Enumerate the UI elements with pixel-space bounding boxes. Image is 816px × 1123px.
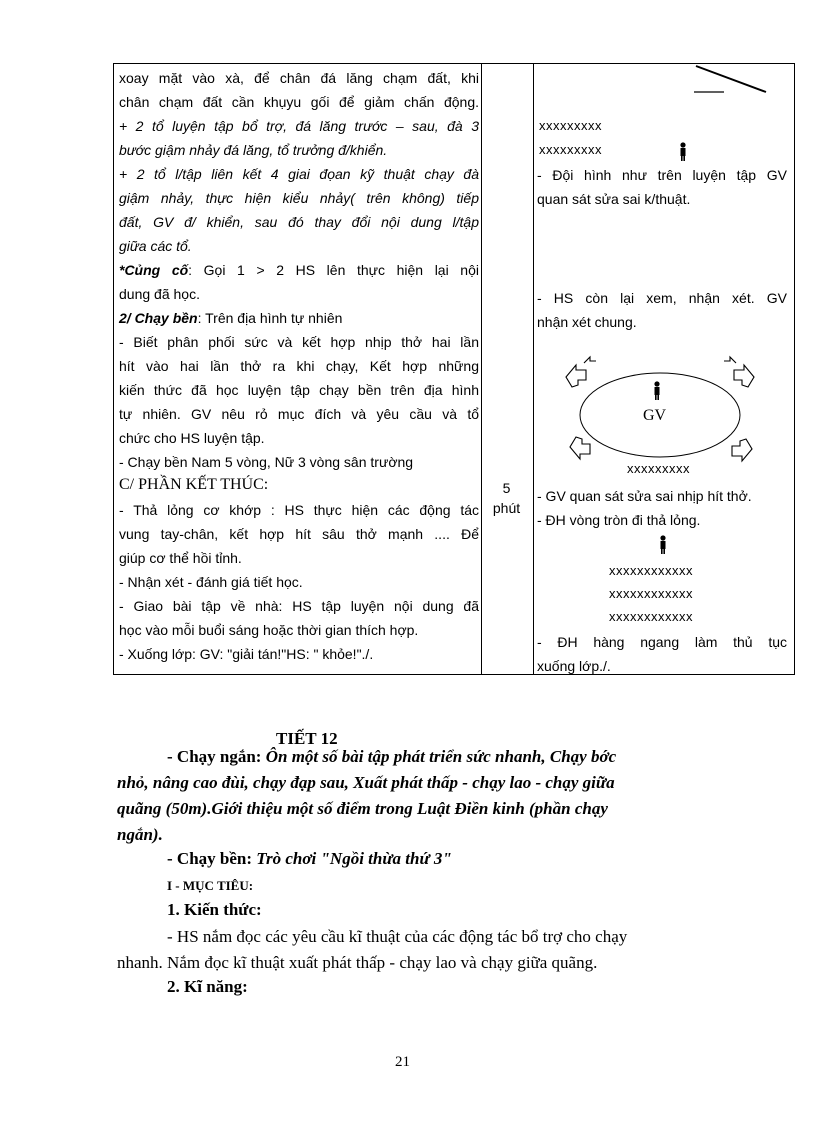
person-icon (654, 381, 659, 400)
text-line: nhận xét chung. (537, 314, 637, 330)
text-line: nhỏ, nâng cao đùi, chạy đạp sau, Xuất phát thấp - chạy lao - chạy giữa (117, 773, 615, 792)
endurance-label: - Chạy bền: (167, 849, 257, 868)
text-line: hít vào hai lần thở ra khi chạy, Kết hợp những (119, 358, 479, 374)
column-divider-2 (533, 64, 534, 674)
formation-row: xxxxxxxxx (539, 118, 602, 133)
text-line: - Biết phân phối sức và kết hợp nhịp thở hai lần (119, 334, 479, 350)
column-divider-1 (481, 64, 482, 674)
text-line: - HS nắm đọc các yêu cầu kĩ thuật của các động tác bổ trợ cho chạy (167, 927, 628, 946)
text-line: dung đã học. (119, 286, 200, 302)
text-line: - ĐH vòng tròn đi thả lỏng. (537, 512, 701, 528)
text-line: chức cho HS luyện tập. (119, 430, 265, 446)
skills-heading: 2. Kĩ năng: (167, 977, 248, 996)
endurance-text: : Trên địa hình tự nhiên (197, 310, 343, 326)
text-line: giúp cơ thể hồi tỉnh. (119, 550, 242, 566)
text-line: - Đội hình như trên luyện tập GV (537, 167, 787, 183)
text-line: - Xuống lớp: GV: "giải tán!"HS: " khỏe!"./. (119, 646, 374, 662)
text-line: - GV quan sát sửa sai nhịp hít thở. (537, 488, 752, 504)
text-line: quãng (50m).Giới thiệu một số điểm trong Luật Điền kinh (phần chạy (117, 799, 608, 818)
text-line: - Chạy bền Nam 5 vòng, Nữ 3 vòng sân trường (119, 454, 414, 470)
objectives-heading: I - MỤC TIÊU: (167, 878, 254, 893)
knowledge-heading: 1. Kiến thức: (167, 900, 262, 919)
text-line: + 2 tổ l/tập liên kết 4 giai đọan kỹ thuật chạy đà (119, 166, 479, 182)
text-line: tự nhiên. GV nêu rỏ mục đích và yêu cầu và tổ (119, 406, 479, 422)
sprint-line (167, 744, 616, 770)
sprint-text: Ôn một số bài tập phát triển sức nhanh, Chạy bớc (265, 747, 617, 766)
section-heading: C/ PHẦN KẾT THÚC: (119, 476, 269, 493)
text-line: xoay mặt vào xà, để chân đá lăng chạm đất, khi (119, 70, 479, 86)
arrow-icon (724, 357, 754, 387)
teacher-person-icon (658, 535, 668, 555)
text-line: nhanh. Nắm đọc kĩ thuật xuất phát thấp - chạy lao và chạy giữa quãng. (117, 953, 598, 972)
text-line: - Nhận xét - đánh giá tiết học. (119, 574, 303, 590)
text-line: - Thả lỏng cơ khớp : HS thực hiện các động tác (119, 502, 479, 518)
text-line: vung tay-chân, kết hợp hít sâu thở mạnh .... Để (119, 526, 479, 542)
text-line: - Giao bài tập về nhà: HS tập luyện nội dung đã (119, 598, 479, 614)
time-unit: phút (492, 500, 521, 516)
arrow-icon (566, 357, 596, 387)
text-line: quan sát sửa sai k/thuật. (537, 191, 691, 207)
text-line: học vào mỗi buổi sáng hoặc thời gian thích hợp. (119, 622, 419, 638)
formation-row: xxxxxxxxxxxx (609, 609, 693, 624)
endurance-label: 2/ Chạy bền (119, 310, 198, 326)
time-value: 5 (502, 480, 511, 496)
text-line: ngắn). (117, 825, 163, 844)
text-line: + 2 tổ luyện tập bổ trợ, đá lăng trước – sau, đà 3 (119, 118, 479, 134)
text-line: xuống lớp./. (537, 658, 611, 674)
time-column (481, 478, 532, 518)
text-line: giậm nhảy, thực hiện kiểu nhảy( trên không) tiếp (119, 190, 479, 206)
sprint-label: - Chạy ngắn: (167, 747, 266, 766)
text-line: - HS còn lại xem, nhận xét. GV (537, 290, 787, 306)
teacher-person-icon (678, 142, 688, 162)
formation-row: xxxxxxxxx (539, 142, 602, 157)
text-line: - ĐH hàng ngang làm thủ tục (537, 634, 787, 650)
endurance-text: Trò chơi "Ngồi thừa thứ 3" (256, 849, 452, 868)
endurance-line (167, 846, 452, 872)
circle-label: GV (643, 407, 667, 424)
text-line: đất, GV đ/ khiển, sau đó thay đổi nội dung l/tập (119, 214, 479, 230)
consolidation-line (119, 260, 479, 280)
consolidation-text: : Gọi 1 > 2 HS lên thực hiện lại nội (188, 262, 479, 278)
text-line: giữa các tổ. (119, 238, 192, 254)
arrow-icon (732, 439, 752, 461)
consolidation-label: *Củng cố (119, 262, 189, 278)
lesson-title: TIẾT 12 (276, 729, 338, 748)
page-number: 21 (395, 1054, 410, 1070)
endurance-heading (119, 308, 342, 328)
text-line: bước giậm nhảy đá lăng, tổ trưởng đ/khiển. (119, 142, 388, 158)
formation-row: xxxxxxxxx (627, 461, 690, 476)
high-jump-bar-icon (650, 62, 770, 96)
text-line: kiến thức đã học luyện tập chạy bền trên địa hình (119, 382, 479, 398)
formation-row: xxxxxxxxxxxx (609, 586, 693, 601)
arrow-icon (570, 437, 590, 459)
formation-row: xxxxxxxxxxxx (609, 563, 693, 578)
text-line: chân chạm đất cần khụyu gối để giảm chấn động. (119, 94, 479, 110)
